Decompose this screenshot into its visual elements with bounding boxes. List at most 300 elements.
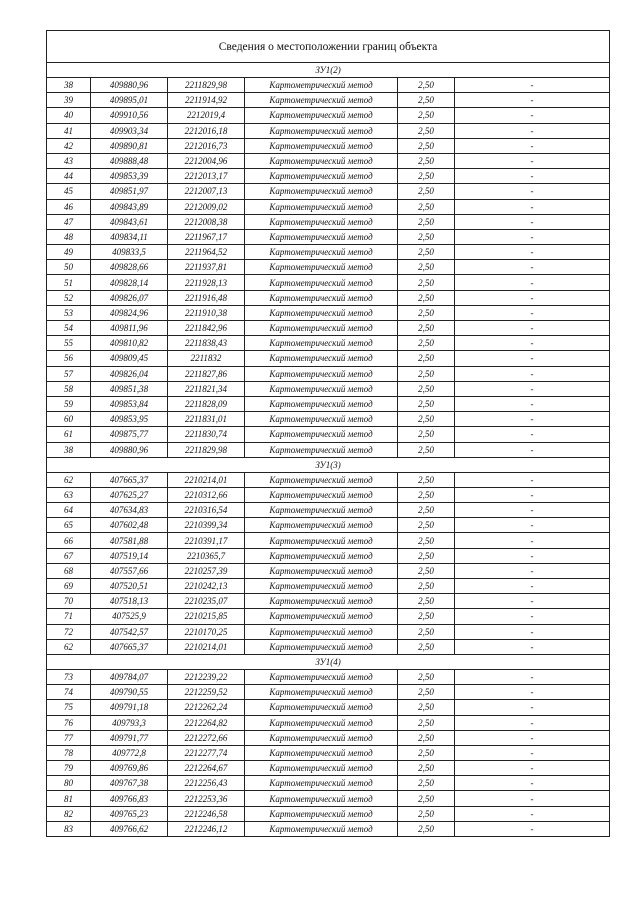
y-coordinate-cell: 2212259,52 [168, 685, 245, 700]
method-cell: Картометрический метод [245, 776, 398, 791]
method-cell: Картометрический метод [245, 366, 398, 381]
description-cell: - [455, 108, 610, 123]
x-coordinate-cell: 409851,38 [91, 381, 168, 396]
table-row [47, 821, 610, 836]
point-number-cell: 73 [47, 669, 91, 684]
accuracy-cell: 2,50 [398, 821, 455, 836]
point-number-cell: 62 [47, 472, 91, 487]
y-coordinate-cell: 2212009,02 [168, 199, 245, 214]
x-coordinate-cell: 409828,14 [91, 275, 168, 290]
point-number-cell: 44 [47, 169, 91, 184]
point-number-cell: 62 [47, 639, 91, 654]
table-row [47, 715, 610, 730]
y-coordinate-cell: 2211829,98 [168, 442, 245, 457]
method-cell: Картометрический метод [245, 761, 398, 776]
point-number-cell: 42 [47, 138, 91, 153]
table-row [47, 93, 610, 108]
point-number-cell: 50 [47, 260, 91, 275]
accuracy-cell: 2,50 [398, 336, 455, 351]
point-number-cell: 55 [47, 336, 91, 351]
description-cell: - [455, 138, 610, 153]
x-coordinate-cell: 409765,23 [91, 806, 168, 821]
point-number-cell: 81 [47, 791, 91, 806]
point-number-cell: 46 [47, 199, 91, 214]
method-cell: Картометрический метод [245, 123, 398, 138]
y-coordinate-cell: 2212264,67 [168, 761, 245, 776]
point-number-cell: 72 [47, 624, 91, 639]
accuracy-cell: 2,50 [398, 381, 455, 396]
table-row [47, 214, 610, 229]
description-cell: - [455, 533, 610, 548]
section-header-row [47, 654, 610, 669]
x-coordinate-cell: 409843,89 [91, 199, 168, 214]
accuracy-cell: 2,50 [398, 503, 455, 518]
point-number-cell: 67 [47, 548, 91, 563]
table-row [47, 730, 610, 745]
table-row [47, 442, 610, 457]
point-number-cell: 45 [47, 184, 91, 199]
accuracy-cell: 2,50 [398, 548, 455, 563]
method-cell: Картометрический метод [245, 624, 398, 639]
y-coordinate-cell: 2211916,48 [168, 290, 245, 305]
y-coordinate-cell: 2212262,24 [168, 700, 245, 715]
table-row [47, 609, 610, 624]
table-row [47, 427, 610, 442]
method-cell: Картометрический метод [245, 669, 398, 684]
description-cell: - [455, 229, 610, 244]
point-number-cell: 48 [47, 229, 91, 244]
method-cell: Картометрический метод [245, 594, 398, 609]
description-cell: - [455, 184, 610, 199]
method-cell: Картометрический метод [245, 806, 398, 821]
table-row [47, 776, 610, 791]
section-name: ЗУ1(4) [47, 654, 610, 669]
y-coordinate-cell: 2212007,13 [168, 184, 245, 199]
description-cell: - [455, 199, 610, 214]
x-coordinate-cell: 409895,01 [91, 93, 168, 108]
x-coordinate-cell: 407634,83 [91, 503, 168, 518]
method-cell: Картометрический метод [245, 579, 398, 594]
y-coordinate-cell: 2212246,58 [168, 806, 245, 821]
table-row [47, 700, 610, 715]
accuracy-cell: 2,50 [398, 791, 455, 806]
description-cell: - [455, 336, 610, 351]
accuracy-cell: 2,50 [398, 669, 455, 684]
point-number-cell: 59 [47, 396, 91, 411]
point-number-cell: 76 [47, 715, 91, 730]
y-coordinate-cell: 2211828,09 [168, 396, 245, 411]
accuracy-cell: 2,50 [398, 487, 455, 502]
description-cell: - [455, 412, 610, 427]
y-coordinate-cell: 2210215,85 [168, 609, 245, 624]
y-coordinate-cell: 2211838,43 [168, 336, 245, 351]
point-number-cell: 54 [47, 321, 91, 336]
document-page [46, 30, 609, 837]
point-number-cell: 49 [47, 245, 91, 260]
accuracy-cell: 2,50 [398, 366, 455, 381]
x-coordinate-cell: 409880,96 [91, 78, 168, 93]
description-cell: - [455, 806, 610, 821]
x-coordinate-cell: 407519,14 [91, 548, 168, 563]
method-cell: Картометрический метод [245, 442, 398, 457]
table-row [47, 472, 610, 487]
accuracy-cell: 2,50 [398, 412, 455, 427]
section-name: ЗУ1(2) [47, 63, 610, 78]
point-number-cell: 41 [47, 123, 91, 138]
table-row [47, 396, 610, 411]
method-cell: Картометрический метод [245, 229, 398, 244]
method-cell: Картометрический метод [245, 487, 398, 502]
table-row [47, 791, 610, 806]
description-cell: - [455, 78, 610, 93]
description-cell: - [455, 396, 610, 411]
y-coordinate-cell: 2211928,13 [168, 275, 245, 290]
accuracy-cell: 2,50 [398, 108, 455, 123]
table-row [47, 336, 610, 351]
table-row [47, 78, 610, 93]
description-cell: - [455, 563, 610, 578]
description-cell: - [455, 594, 610, 609]
method-cell: Картометрический метод [245, 260, 398, 275]
x-coordinate-cell: 409834,11 [91, 229, 168, 244]
x-coordinate-cell: 409890,81 [91, 138, 168, 153]
section-name: ЗУ1(3) [47, 457, 610, 472]
method-cell: Картометрический метод [245, 548, 398, 563]
method-cell: Картометрический метод [245, 321, 398, 336]
x-coordinate-cell: 409826,07 [91, 290, 168, 305]
section-header-row [47, 457, 610, 472]
method-cell: Картометрический метод [245, 821, 398, 836]
x-coordinate-cell: 407581,88 [91, 533, 168, 548]
table-row [47, 305, 610, 320]
table-row [47, 169, 610, 184]
x-coordinate-cell: 409793,3 [91, 715, 168, 730]
y-coordinate-cell: 2211937,81 [168, 260, 245, 275]
point-number-cell: 74 [47, 685, 91, 700]
description-cell: - [455, 624, 610, 639]
y-coordinate-cell: 2212272,66 [168, 730, 245, 745]
x-coordinate-cell: 409851,97 [91, 184, 168, 199]
table-row [47, 563, 610, 578]
y-coordinate-cell: 2211967,17 [168, 229, 245, 244]
accuracy-cell: 2,50 [398, 579, 455, 594]
point-number-cell: 40 [47, 108, 91, 123]
method-cell: Картометрический метод [245, 245, 398, 260]
method-cell: Картометрический метод [245, 503, 398, 518]
table-row [47, 548, 610, 563]
method-cell: Картометрический метод [245, 427, 398, 442]
point-number-cell: 38 [47, 78, 91, 93]
x-coordinate-cell: 409809,45 [91, 351, 168, 366]
accuracy-cell: 2,50 [398, 715, 455, 730]
x-coordinate-cell: 409826,04 [91, 366, 168, 381]
accuracy-cell: 2,50 [398, 199, 455, 214]
y-coordinate-cell: 2212016,73 [168, 138, 245, 153]
x-coordinate-cell: 409833,5 [91, 245, 168, 260]
method-cell: Картометрический метод [245, 563, 398, 578]
method-cell: Картометрический метод [245, 184, 398, 199]
description-cell: - [455, 730, 610, 745]
method-cell: Картометрический метод [245, 396, 398, 411]
method-cell: Картометрический метод [245, 153, 398, 168]
point-number-cell: 39 [47, 93, 91, 108]
description-cell: - [455, 821, 610, 836]
table-row [47, 594, 610, 609]
accuracy-cell: 2,50 [398, 442, 455, 457]
accuracy-cell: 2,50 [398, 229, 455, 244]
description-cell: - [455, 93, 610, 108]
description-cell: - [455, 579, 610, 594]
table-row [47, 745, 610, 760]
x-coordinate-cell: 409828,66 [91, 260, 168, 275]
table-row [47, 366, 610, 381]
point-number-cell: 79 [47, 761, 91, 776]
boundary-table-body [47, 31, 610, 837]
method-cell: Картометрический метод [245, 214, 398, 229]
table-row [47, 138, 610, 153]
y-coordinate-cell: 2210312,66 [168, 487, 245, 502]
y-coordinate-cell: 2212013,17 [168, 169, 245, 184]
point-number-cell: 64 [47, 503, 91, 518]
accuracy-cell: 2,50 [398, 472, 455, 487]
x-coordinate-cell: 407665,37 [91, 472, 168, 487]
accuracy-cell: 2,50 [398, 730, 455, 745]
y-coordinate-cell: 2212008,38 [168, 214, 245, 229]
x-coordinate-cell: 409772,8 [91, 745, 168, 760]
point-number-cell: 61 [47, 427, 91, 442]
point-number-cell: 83 [47, 821, 91, 836]
x-coordinate-cell: 409791,77 [91, 730, 168, 745]
y-coordinate-cell: 2210242,13 [168, 579, 245, 594]
title-row [47, 31, 610, 63]
point-number-cell: 47 [47, 214, 91, 229]
description-cell: - [455, 381, 610, 396]
x-coordinate-cell: 409875,77 [91, 427, 168, 442]
point-number-cell: 58 [47, 381, 91, 396]
table-row [47, 518, 610, 533]
boundary-table [46, 30, 610, 837]
method-cell: Картометрический метод [245, 78, 398, 93]
table-row [47, 533, 610, 548]
accuracy-cell: 2,50 [398, 518, 455, 533]
y-coordinate-cell: 2211830,74 [168, 427, 245, 442]
y-coordinate-cell: 2211914,92 [168, 93, 245, 108]
table-row [47, 503, 610, 518]
accuracy-cell: 2,50 [398, 290, 455, 305]
accuracy-cell: 2,50 [398, 123, 455, 138]
x-coordinate-cell: 407625,27 [91, 487, 168, 502]
description-cell: - [455, 700, 610, 715]
description-cell: - [455, 366, 610, 381]
accuracy-cell: 2,50 [398, 761, 455, 776]
y-coordinate-cell: 2210316,54 [168, 503, 245, 518]
point-number-cell: 80 [47, 776, 91, 791]
method-cell: Картометрический метод [245, 169, 398, 184]
y-coordinate-cell: 2212253,36 [168, 791, 245, 806]
description-cell: - [455, 427, 610, 442]
description-cell: - [455, 548, 610, 563]
description-cell: - [455, 351, 610, 366]
x-coordinate-cell: 409767,38 [91, 776, 168, 791]
y-coordinate-cell: 2212277,74 [168, 745, 245, 760]
y-coordinate-cell: 2212019,4 [168, 108, 245, 123]
description-cell: - [455, 290, 610, 305]
description-cell: - [455, 275, 610, 290]
description-cell: - [455, 472, 610, 487]
y-coordinate-cell: 2210257,39 [168, 563, 245, 578]
y-coordinate-cell: 2210214,01 [168, 472, 245, 487]
x-coordinate-cell: 409853,39 [91, 169, 168, 184]
method-cell: Картометрический метод [245, 791, 398, 806]
method-cell: Картометрический метод [245, 351, 398, 366]
table-row [47, 639, 610, 654]
table-row [47, 624, 610, 639]
accuracy-cell: 2,50 [398, 214, 455, 229]
method-cell: Картометрический метод [245, 275, 398, 290]
x-coordinate-cell: 409880,96 [91, 442, 168, 457]
y-coordinate-cell: 2211910,38 [168, 305, 245, 320]
table-row [47, 229, 610, 244]
table-row [47, 275, 610, 290]
description-cell: - [455, 321, 610, 336]
accuracy-cell: 2,50 [398, 93, 455, 108]
x-coordinate-cell: 409766,62 [91, 821, 168, 836]
table-row [47, 487, 610, 502]
accuracy-cell: 2,50 [398, 563, 455, 578]
x-coordinate-cell: 409824,96 [91, 305, 168, 320]
x-coordinate-cell: 409888,48 [91, 153, 168, 168]
accuracy-cell: 2,50 [398, 305, 455, 320]
x-coordinate-cell: 409766,83 [91, 791, 168, 806]
point-number-cell: 68 [47, 563, 91, 578]
description-cell: - [455, 639, 610, 654]
description-cell: - [455, 169, 610, 184]
description-cell: - [455, 260, 610, 275]
table-row [47, 669, 610, 684]
section-header-row [47, 63, 610, 78]
table-row [47, 761, 610, 776]
description-cell: - [455, 487, 610, 502]
y-coordinate-cell: 2212256,43 [168, 776, 245, 791]
point-number-cell: 75 [47, 700, 91, 715]
method-cell: Картометрический метод [245, 609, 398, 624]
accuracy-cell: 2,50 [398, 321, 455, 336]
x-coordinate-cell: 409853,95 [91, 412, 168, 427]
point-number-cell: 78 [47, 745, 91, 760]
description-cell: - [455, 518, 610, 533]
y-coordinate-cell: 2210235,07 [168, 594, 245, 609]
accuracy-cell: 2,50 [398, 776, 455, 791]
y-coordinate-cell: 2210365,7 [168, 548, 245, 563]
method-cell: Картометрический метод [245, 381, 398, 396]
table-row [47, 321, 610, 336]
description-cell: - [455, 776, 610, 791]
point-number-cell: 56 [47, 351, 91, 366]
method-cell: Картометрический метод [245, 745, 398, 760]
description-cell: - [455, 745, 610, 760]
point-number-cell: 63 [47, 487, 91, 502]
point-number-cell: 70 [47, 594, 91, 609]
accuracy-cell: 2,50 [398, 609, 455, 624]
y-coordinate-cell: 2212246,12 [168, 821, 245, 836]
accuracy-cell: 2,50 [398, 639, 455, 654]
y-coordinate-cell: 2211827,86 [168, 366, 245, 381]
accuracy-cell: 2,50 [398, 533, 455, 548]
table-row [47, 685, 610, 700]
y-coordinate-cell: 2211821,34 [168, 381, 245, 396]
x-coordinate-cell: 407665,37 [91, 639, 168, 654]
point-number-cell: 82 [47, 806, 91, 821]
x-coordinate-cell: 409790,55 [91, 685, 168, 700]
y-coordinate-cell: 2210391,17 [168, 533, 245, 548]
x-coordinate-cell: 409769,86 [91, 761, 168, 776]
description-cell: - [455, 214, 610, 229]
y-coordinate-cell: 2211842,96 [168, 321, 245, 336]
method-cell: Картометрический метод [245, 336, 398, 351]
y-coordinate-cell: 2210399,34 [168, 518, 245, 533]
method-cell: Картометрический метод [245, 700, 398, 715]
accuracy-cell: 2,50 [398, 624, 455, 639]
y-coordinate-cell: 2211831,01 [168, 412, 245, 427]
description-cell: - [455, 761, 610, 776]
y-coordinate-cell: 2211964,52 [168, 245, 245, 260]
description-cell: - [455, 791, 610, 806]
accuracy-cell: 2,50 [398, 78, 455, 93]
description-cell: - [455, 305, 610, 320]
table-row [47, 123, 610, 138]
y-coordinate-cell: 2212239,22 [168, 669, 245, 684]
description-cell: - [455, 715, 610, 730]
method-cell: Картометрический метод [245, 518, 398, 533]
method-cell: Картометрический метод [245, 290, 398, 305]
point-number-cell: 77 [47, 730, 91, 745]
description-cell: - [455, 123, 610, 138]
method-cell: Картометрический метод [245, 199, 398, 214]
y-coordinate-cell: 2210170,25 [168, 624, 245, 639]
accuracy-cell: 2,50 [398, 594, 455, 609]
accuracy-cell: 2,50 [398, 260, 455, 275]
method-cell: Картометрический метод [245, 639, 398, 654]
x-coordinate-cell: 407520,51 [91, 579, 168, 594]
point-number-cell: 57 [47, 366, 91, 381]
point-number-cell: 51 [47, 275, 91, 290]
x-coordinate-cell: 407525,9 [91, 609, 168, 624]
description-cell: - [455, 685, 610, 700]
point-number-cell: 60 [47, 412, 91, 427]
x-coordinate-cell: 407557,66 [91, 563, 168, 578]
table-row [47, 245, 610, 260]
point-number-cell: 38 [47, 442, 91, 457]
table-row [47, 351, 610, 366]
x-coordinate-cell: 409784,07 [91, 669, 168, 684]
accuracy-cell: 2,50 [398, 153, 455, 168]
point-number-cell: 66 [47, 533, 91, 548]
method-cell: Картометрический метод [245, 730, 398, 745]
accuracy-cell: 2,50 [398, 700, 455, 715]
table-row [47, 199, 610, 214]
y-coordinate-cell: 2211832 [168, 351, 245, 366]
point-number-cell: 71 [47, 609, 91, 624]
x-coordinate-cell: 409791,18 [91, 700, 168, 715]
description-cell: - [455, 609, 610, 624]
description-cell: - [455, 245, 610, 260]
x-coordinate-cell: 409811,96 [91, 321, 168, 336]
y-coordinate-cell: 2212016,18 [168, 123, 245, 138]
accuracy-cell: 2,50 [398, 184, 455, 199]
y-coordinate-cell: 2212264,82 [168, 715, 245, 730]
x-coordinate-cell: 407518,13 [91, 594, 168, 609]
accuracy-cell: 2,50 [398, 685, 455, 700]
